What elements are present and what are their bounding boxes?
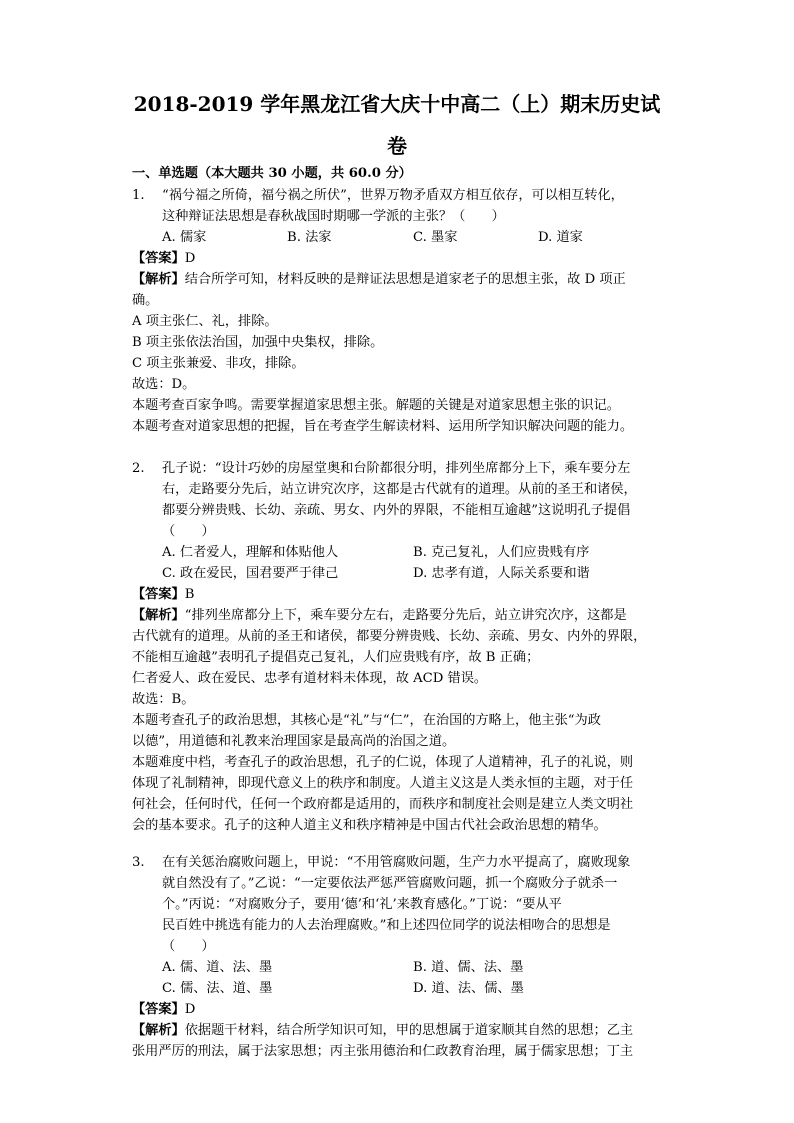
q2-stem-line-3: 都要分辨贵贱、长幼、亲疏、男女、内外的界限，不能相互逾越”这说明孔子提倡 xyxy=(162,503,631,518)
q1-answer xyxy=(132,249,195,269)
q1-option-d: D. 道家 xyxy=(538,230,583,245)
q3-stem-line-3: 个。”丙说：“对腐败分子，要用‘德’和‘礼’来教育感化。”丁说：“要从平 xyxy=(162,897,562,912)
q2-option-c: C. 政在爱民，国君要严于律己 xyxy=(162,566,339,581)
q2-option-d: D. 忠孝有道，人际关系要和谐 xyxy=(413,566,590,581)
q2-analysis-line-4: 仁者爱人、政在爱民、忠孝有道材料未体现，故 ACD 错误。 xyxy=(132,671,488,686)
q3-analysis-line-2: 张用严厉的刑法，属于法家思想；丙主张用德治和仁政教育治理，属于儒家思想；丁主 xyxy=(132,1044,634,1059)
q1-analysis-line-1 xyxy=(132,270,626,290)
q3-option-b: B. 道、儒、法、墨 xyxy=(413,960,524,975)
q2-analysis-line-3: 不能相互逾越”表明孔子提倡克己复礼，人们应贵贱有序，故 B 正确； xyxy=(132,650,540,665)
q2-number: 2. xyxy=(132,461,145,476)
q3-number: 3. xyxy=(132,855,145,870)
q2-analysis-line-1 xyxy=(132,606,627,626)
document-title-line-2: 卷 xyxy=(387,134,407,158)
q1-analysis-text: 结合所学可知，材料反映的是辩证法思想是道家老子的思想主张，故 D 项正 xyxy=(184,272,626,287)
q1-analysis-line-6: 故选：D。 xyxy=(132,377,196,392)
q2-analysis-line-2: 古代就有的道理。从前的圣王和诸侯，都要分辨贵贱、长幼、亲疏、男女、内外的界限， xyxy=(132,629,647,644)
q2-stem-line-1: 孔子说：“设计巧妙的房屋堂奥和台阶都很分明，排列坐席都分上下，乘车要分左 xyxy=(162,461,631,476)
q1-analysis-line-4: B 项主张依法治国，加强中央集权，排除。 xyxy=(132,335,384,350)
q2-analysis-text: “排列坐席都分上下，乘车要分左右，走路要分先后，站立讲究次序，这都是 xyxy=(184,608,627,623)
q1-analysis-line-7: 本题考查百家争鸣。需要掌握道家思想主张。解题的关键是对道家思想主张的识记。 xyxy=(132,398,620,413)
document-title-line-1: 2018-2019 学年黑龙江省大庆十中高二（上）期末历史试 xyxy=(133,92,661,116)
q1-analysis-line-5: C 项主张兼爱、非攻，排除。 xyxy=(132,356,305,371)
q3-answer xyxy=(132,1000,195,1020)
q2-answer xyxy=(132,585,194,605)
analysis-tag: 【解析】 xyxy=(132,1023,185,1038)
q3-stem-line-4: 民百姓中挑选有能力的人去治理腐败。”和上述四位同学的说法相吻合的思想是 xyxy=(162,918,611,933)
q1-stem-line-1: “祸兮福之所倚，福兮祸之所伏”，世界万物矛盾双方相互依存，可以相互转化， xyxy=(162,188,624,203)
q1-number: 1. xyxy=(132,188,145,203)
q3-stem-line-2: 就自然没有了。”乙说：“一定要依法严惩严管腐败问题，抓一个腐败分子就杀一 xyxy=(162,876,618,891)
q3-option-a: A. 儒、道、法、墨 xyxy=(162,960,273,975)
section-header: 一、单选题（本大题共 30 小题，共 60.0 分） xyxy=(132,166,412,181)
q2-analysis-line-5: 故选：B。 xyxy=(132,692,195,707)
q1-stem-line-2: 这种辩证法思想是春秋战国时期哪一学派的主张？（ ） xyxy=(162,209,505,224)
q2-analysis-line-7: 以德”，用道德和礼教来治理国家是最高尚的治国之道。 xyxy=(132,734,456,749)
q1-analysis-line-8: 本题考查对道家思想的把握，旨在考查学生解读材料、运用所学知识解决问题的能力。 xyxy=(132,419,634,434)
analysis-tag: 【解析】 xyxy=(132,608,185,623)
q3-stem-line-5: （ ） xyxy=(162,939,215,954)
answer-tag: 【答案】 xyxy=(132,251,185,266)
answer-tag: 【答案】 xyxy=(132,1002,185,1017)
q3-answer-value: D xyxy=(184,1002,196,1017)
q2-analysis-line-11: 会的基本要求。孔子的这种人道主义和秩序精神是中国古代社会政治思想的精华。 xyxy=(132,818,607,833)
q2-answer-value: B xyxy=(184,587,195,602)
q1-answer-value: D xyxy=(184,251,196,266)
q1-option-a: A. 儒家 xyxy=(162,230,207,245)
q1-analysis-line-2: 确。 xyxy=(132,293,159,308)
q1-option-b: B. 法家 xyxy=(287,230,332,245)
q2-option-a: A. 仁者爱人，理解和体贴他人 xyxy=(162,545,339,560)
q1-option-c: C. 墨家 xyxy=(413,230,458,245)
q2-stem-line-2: 右，走路要分先后，站立讲究次序，这都是古代就有的道理。从前的圣王和诸侯， xyxy=(162,482,637,497)
q3-analysis-text: 依据题干材料，结合所学知识可知，甲的思想属于道家顺其自然的思想；乙主 xyxy=(184,1023,634,1038)
q2-analysis-line-9: 体现了礼制精神，即现代意义上的秩序和制度。人道主义这是人类永恒的主题，对于任 xyxy=(132,776,634,791)
q2-analysis-line-10: 何社会，任何时代，任何一个政府都是适用的，而秩序和制度社会则是建立人类文明社 xyxy=(132,797,634,812)
answer-tag: 【答案】 xyxy=(132,587,185,602)
q2-stem-line-4: （ ） xyxy=(162,524,215,539)
q3-analysis-line-1 xyxy=(132,1021,633,1041)
q3-option-d: D. 道、法、儒、墨 xyxy=(413,981,524,996)
q3-stem-line-1: 在有关惩治腐败问题上，甲说：“不用管腐败问题，生产力水平提高了，腐败现象 xyxy=(162,855,631,870)
q1-analysis-line-3: A 项主张仁、礼，排除。 xyxy=(132,314,278,329)
q2-analysis-line-6: 本题考查孔子的政治思想，其核心是“礼”与“仁”，在治国的方略上，他主张“为政 xyxy=(132,713,601,728)
q3-option-c: C. 儒、法、道、墨 xyxy=(162,981,273,996)
q2-option-b: B. 克己复礼，人们应贵贱有序 xyxy=(413,545,590,560)
analysis-tag: 【解析】 xyxy=(132,272,185,287)
q2-analysis-line-8: 本题难度中档，考查孔子的政治思想，孔子的仁说，体现了人道精神，孔子的礼说，则 xyxy=(132,755,634,770)
